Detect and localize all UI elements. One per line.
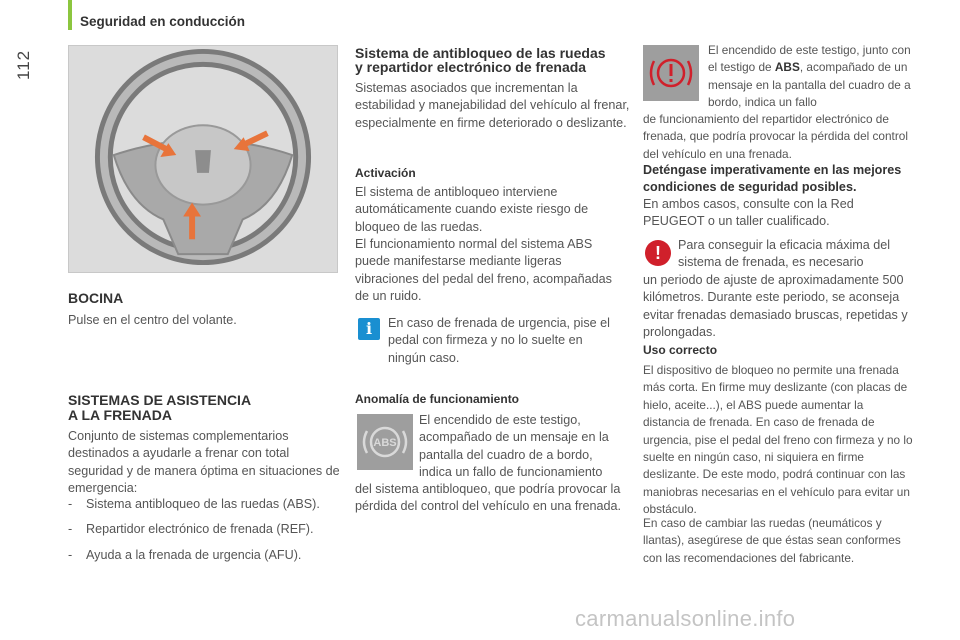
warning-icon: ! <box>645 240 671 266</box>
svg-text:ABS: ABS <box>373 437 397 449</box>
assist-heading-line2: A LA FRENADA <box>68 407 172 423</box>
info-note: En caso de frenada de urgencia, pise el pedal con firmeza y no lo suelte en ningún caso. <box>388 316 610 365</box>
assist-intro: Conjunto de sistemas complementarios destinados a ayudarle a frenar con total seguridad y de manera óptima en situaciones de emergencia: <box>68 429 340 496</box>
activation-text-1: El sistema de antibloqueo interviene automáticamente cuando existe riesgo de bloqueo de las ruedas. <box>355 185 589 234</box>
lamp-text: El encendido de este testigo, junto con el testigo de ABS, acompañado de un mensaje en la pantalla del cuadro de a bordo, indica un fallo <box>708 43 911 110</box>
stop-text: Deténgase imperativamente en las mejores condiciones de seguridad posibles. <box>643 163 902 195</box>
consult-text: En ambos casos, consulte con la Red PEUGEOT o un taller cualificado. <box>643 197 854 229</box>
info-icon: i <box>358 318 380 340</box>
correct-use-heading: Uso correcto <box>643 343 718 357</box>
page-number: 112 <box>14 49 33 80</box>
activation-heading: Activación <box>355 166 416 180</box>
horn-heading: BOCINA <box>68 290 124 306</box>
peugeot-logo-icon <box>195 150 211 173</box>
header-accent-bar <box>68 0 72 30</box>
steering-wheel-illustration <box>69 46 337 272</box>
warning-text-indent: Para conseguir la eficacia máxima del sistema de frenada, es necesario <box>678 238 891 270</box>
abs-warning-lamp-icon <box>357 414 413 470</box>
section-title: Seguridad en conducción <box>80 14 246 29</box>
warning-text-rest: un periodo de ajuste de aproximadamente 500 kilómetros. Durante este periodo, se aconseja evitar frenadas demasiado bruscas, repetidas y prolongadas. <box>643 273 908 340</box>
lamp-text-rest: de funcionamiento del repartidor electrónico de frenada, que podría provocar la pérdida del control del vehículo en una frenada. <box>643 112 908 161</box>
abs-heading-line2: y repartidor electrónico de frenada <box>355 59 587 75</box>
list-item: - Ayuda a la frenada de urgencia (AFU). <box>68 547 343 564</box>
fault-heading: Anomalía de funcionamiento <box>355 392 520 406</box>
list-item: - Sistema antibloqueo de las ruedas (ABS). <box>68 496 343 513</box>
watermark: carmanualsonline.info <box>575 606 796 631</box>
fault-text-indent: El encendido de este testigo, acompañado de un mensaje en la pantalla del cuadro de a bordo, indica un fallo de funcionamiento <box>419 413 609 480</box>
assist-list <box>68 496 343 572</box>
fault-text-rest: del sistema antibloqueo, que podría provocar la pérdida del control del vehículo en una frenada. <box>355 482 622 514</box>
list-item: - Repartidor electrónico de frenada (REF). <box>68 521 343 538</box>
steering-wheel-photo <box>68 45 338 273</box>
assist-heading-line1: SISTEMAS DE ASISTENCIA <box>68 392 252 408</box>
abs-heading-line1: Sistema de antibloqueo de las ruedas <box>355 45 606 61</box>
correct-use-text-2: En caso de cambiar las ruedas (neumáticos y llantas), asegúrese de que éstas sean conformes con las recomendaciones del fabricante. <box>643 516 901 565</box>
abs-intro: Sistemas asociados que incrementan la estabilidad y manejabilidad del vehículo al frenar, especialmente en firme deteriorado o deslizante. <box>355 81 630 130</box>
correct-use-text-1: El dispositivo de bloqueo no permite una frenada más corta. En firme muy deslizante (con placas de hielo, aceite...), el ABS puede aumentar la distancia de frenada. En caso de frenada de urgencia, pise el pedal del freno con firmeza y no lo suelte en ningún caso, ni siquiera en firme deslizante. De este modo, podrá continuar con las maniobras necesarias en el vehículo para evitar un obstáculo. <box>643 363 913 517</box>
brake-warning-lamp-icon <box>643 45 699 101</box>
activation-text-2: El funcionamiento normal del sistema ABS puede manifestarse mediante ligeras vibraciones del pedal del freno, acompañadas de un ruido. <box>355 237 612 304</box>
horn-text: Pulse en el centro del volante. <box>68 313 237 327</box>
